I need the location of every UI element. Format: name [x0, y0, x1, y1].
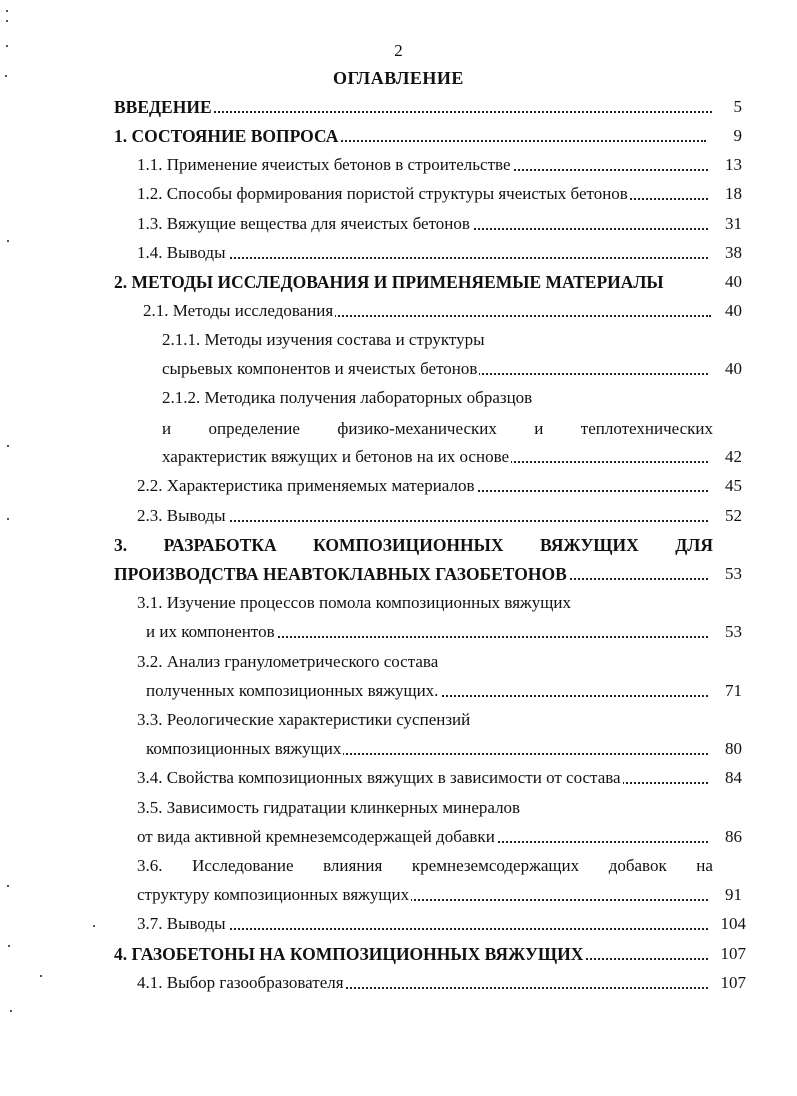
toc-entry-text: 3.4. Свойства композиционных вяжущих в зависимости от состава	[137, 768, 621, 787]
toc-entry-text: 1.2. Способы формирования пористой структуры ячеистых бетонов	[137, 184, 628, 203]
toc-entry-text: от вида активной кремнеземсодержащей добавки	[137, 827, 495, 846]
word: теплотехнических	[580, 419, 713, 438]
toc-entry-text: ВВЕДЕНИЕ	[114, 97, 212, 117]
word: ВЯЖУЩИХ	[539, 535, 639, 555]
toc-entry-3-4[interactable]	[137, 767, 708, 789]
scan-speck	[7, 240, 9, 242]
toc-entry-chapter-2[interactable]: 2. МЕТОДЫ ИССЛЕДОВАНИЯ И ПРИМЕНЯЕМЫЕ МАТЕРИАЛЫ	[114, 272, 664, 292]
toc-page-number: 5	[733, 97, 742, 116]
toc-page-number: 86	[725, 827, 742, 846]
toc-entry-3-3[interactable]	[146, 738, 708, 760]
toc-entry-3-6-line1	[137, 855, 713, 877]
toc-page-number: 84	[725, 768, 742, 787]
toc-entry-text: 2.3. Выводы	[137, 506, 226, 525]
toc-entry-2-3[interactable]	[137, 505, 708, 527]
word: влияния	[323, 856, 383, 875]
toc-page-number: 107	[720, 944, 746, 963]
word: добавок	[608, 856, 667, 875]
toc-entry-text: полученных композиционных вяжущих.	[146, 681, 439, 700]
scan-speck	[7, 885, 9, 887]
toc-entry-text: 3.7. Выводы	[137, 914, 226, 933]
toc-entry-chapter-1[interactable]	[114, 125, 706, 147]
toc-page-number: 91	[725, 885, 742, 904]
toc-page-number: 40	[725, 301, 742, 320]
toc-entry-text: 1.4. Выводы	[137, 243, 226, 262]
toc-entry-text: 4. ГАЗОБЕТОНЫ НА КОМПОЗИЦИОННЫХ ВЯЖУЩИХ	[114, 944, 584, 964]
toc-entry-text: композиционных вяжущих	[146, 739, 342, 758]
toc-entry-2-1[interactable]	[143, 300, 711, 322]
toc-entry-chapter-3[interactable]	[114, 563, 708, 585]
word: определение	[208, 419, 300, 438]
scan-speck	[6, 45, 8, 47]
word: кремнеземсодержащих	[411, 856, 580, 875]
scan-speck	[7, 445, 9, 447]
toc-entry-3-1-line1: 3.1. Изучение процессов помола композиционных вяжущих	[137, 593, 571, 612]
toc-entry-chapter-4[interactable]	[114, 943, 708, 965]
word: Исследование	[192, 856, 294, 875]
toc-entry-3-2-line1: 3.2. Анализ гранулометрического состава	[137, 652, 439, 671]
word: 3.	[114, 535, 128, 555]
word: 3.6.	[137, 856, 163, 875]
toc-entry-text: и их компонентов	[146, 622, 275, 641]
toc-entry-3-3-line1: 3.3. Реологические характеристики суспензий	[137, 710, 471, 729]
toc-entry-text: сырьевых компонентов и ячеистых бетонов	[162, 359, 478, 378]
toc-entry-3-7[interactable]	[137, 913, 708, 935]
word: РАЗРАБОТКА	[163, 535, 277, 555]
toc-entry-3-1[interactable]	[146, 621, 708, 643]
toc-entry-introduction[interactable]	[114, 96, 712, 118]
toc-page-number: 18	[725, 184, 742, 203]
toc-title: ОГЛАВЛЕНИЕ	[333, 68, 464, 88]
toc-page-number: 107	[720, 973, 746, 992]
page-number: 2	[394, 41, 403, 60]
scan-speck	[40, 975, 42, 977]
toc-entry-1-3[interactable]	[137, 213, 708, 235]
toc-entry-1-1[interactable]	[137, 154, 708, 176]
scan-speck	[7, 518, 9, 520]
toc-entry-text: характеристик вяжущих и бетонов на их основе	[162, 447, 510, 466]
toc-entry-2-1-2[interactable]	[162, 446, 708, 468]
toc-page-number: 31	[725, 214, 742, 233]
scan-speck	[5, 75, 7, 77]
word: и	[162, 419, 172, 438]
toc-page-number: 80	[725, 739, 742, 758]
scan-speck	[93, 925, 95, 927]
toc-page-number: 104	[720, 914, 746, 933]
word: ДЛЯ	[675, 535, 713, 555]
toc-entry-2-1-2-line2	[162, 418, 713, 440]
toc-page-number: 53	[725, 564, 742, 583]
scan-speck	[6, 10, 8, 12]
toc-entry-chapter-3-line1	[114, 534, 713, 556]
toc-entry-text: структуру композиционных вяжущих	[137, 885, 410, 904]
word: КОМПОЗИЦИОННЫХ	[313, 535, 504, 555]
toc-page-number: 45	[725, 476, 742, 495]
toc-entry-text: 1.3. Вяжущие вещества для ячеистых бетонов	[137, 214, 470, 233]
toc-page-number: 71	[725, 681, 742, 700]
toc-entry-3-5-line1: 3.5. Зависимость гидратации клинкерных минералов	[137, 798, 521, 817]
toc-entry-text: 1.1. Применение ячеистых бетонов в строительстве	[137, 155, 511, 174]
toc-entry-3-6[interactable]	[137, 884, 708, 906]
word: физико-механических	[337, 419, 497, 438]
toc-entry-2-1-2-line1: 2.1.2. Методика получения лабораторных образцов	[162, 388, 533, 407]
toc-entry-2-1-1[interactable]	[162, 358, 708, 380]
scan-speck	[6, 20, 8, 22]
toc-page-number: 40	[725, 359, 742, 378]
toc-entry-2-1-1-line1: 2.1.1. Методы изучения состава и структуры	[162, 330, 485, 349]
toc-page-number: 13	[725, 155, 742, 174]
toc-entry-text: ПРОИЗВОДСТВА НЕАВТОКЛАВНЫХ ГАЗОБЕТОНОВ	[114, 564, 567, 584]
toc-entry-1-4[interactable]	[137, 242, 708, 264]
scan-speck	[10, 1010, 12, 1012]
toc-entry-text: 2.2. Характеристика применяемых материалов	[137, 476, 475, 495]
toc-entry-4-1[interactable]	[137, 972, 708, 994]
toc-entry-text: 2.1. Методы исследования	[143, 301, 334, 320]
word: на	[696, 856, 713, 875]
toc-entry-text: 4.1. Выбор газообразователя	[137, 973, 344, 992]
toc-page-number: 53	[725, 622, 742, 641]
toc-entry-text: 1. СОСТОЯНИЕ ВОПРОСА	[114, 126, 339, 146]
toc-entry-1-2[interactable]	[137, 183, 708, 205]
toc-entry-2-2[interactable]	[137, 475, 708, 497]
scan-speck	[8, 945, 10, 947]
toc-entry-3-5[interactable]	[137, 826, 708, 848]
toc-page-number: 52	[725, 506, 742, 525]
toc-entry-3-2[interactable]	[146, 680, 708, 702]
toc-page-number: 38	[725, 243, 742, 262]
toc-page-number: 42	[725, 447, 742, 466]
toc-page-number: 9	[733, 126, 742, 145]
word: и	[534, 419, 544, 438]
toc-page-number: 40	[725, 272, 742, 291]
